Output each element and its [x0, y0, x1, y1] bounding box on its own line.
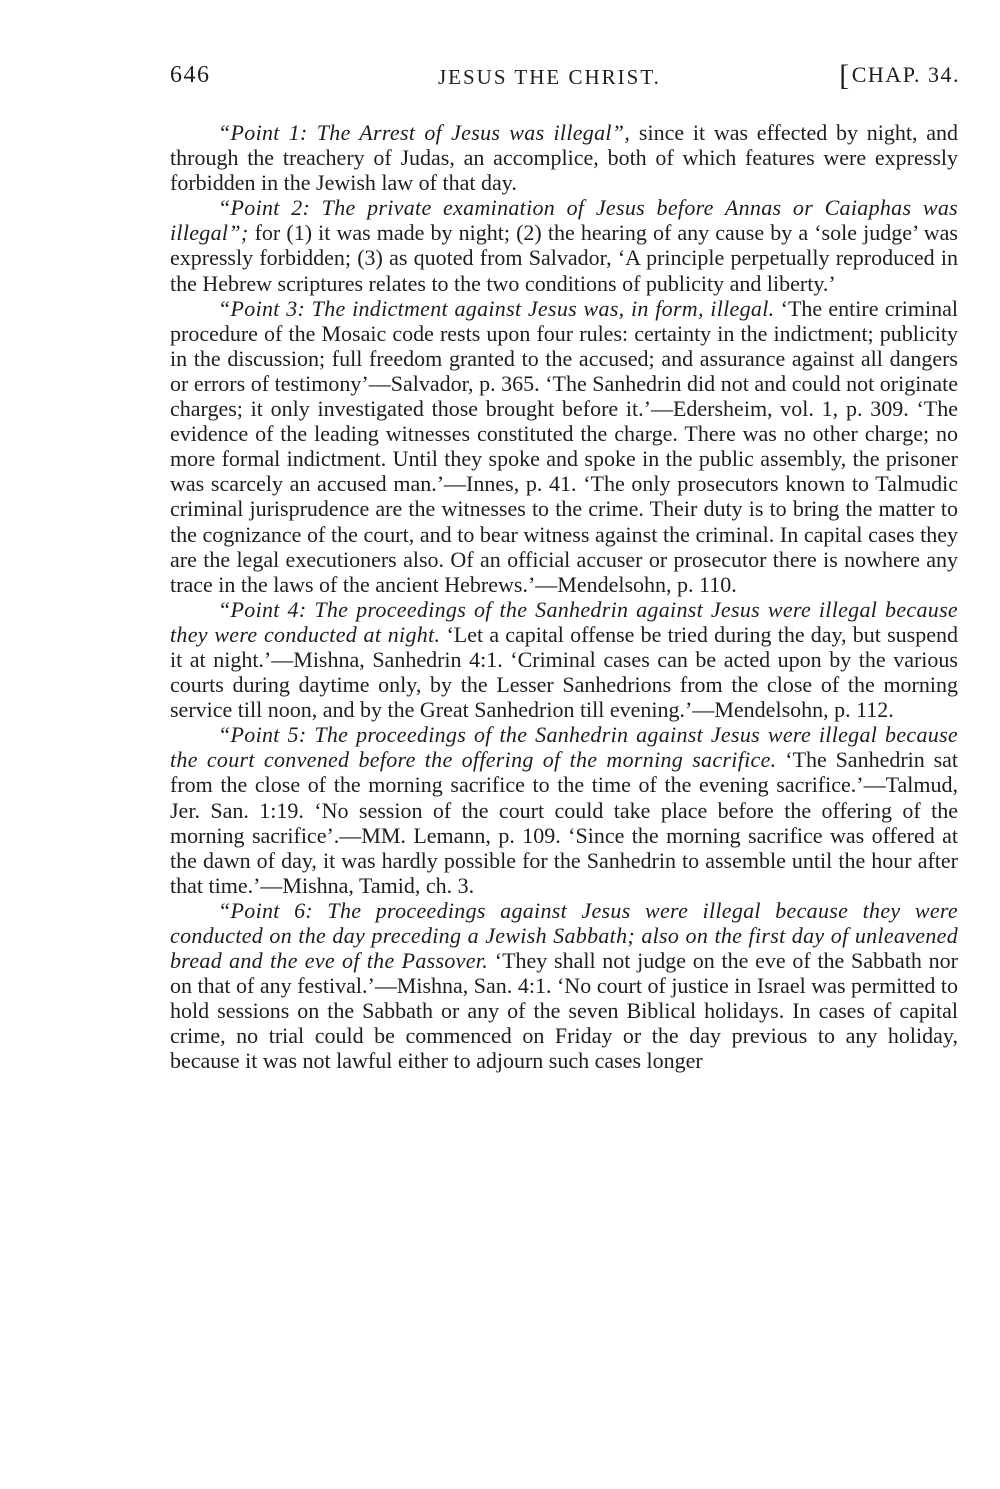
chapter-bracket: [	[839, 59, 851, 92]
chapter-reference	[839, 59, 960, 92]
point-1-body: since it was effected by night, and through the treachery of Judas, an accomplice, both of which features were expressly forbidden in the Jewish law of that day.	[170, 120, 958, 196]
point-6-paragraph	[170, 898, 958, 1074]
point-2-paragraph	[170, 195, 958, 295]
point-1-paragraph	[170, 120, 958, 195]
point-3-heading: “Point 3: The indictment against Jesus was, in form, illegal.	[218, 295, 775, 321]
point-2-body: for (1) it was made by night; (2) the hearing of any cause by a ‘sole judge’ was expressly forbidden; (3) as quoted from Salvador, ‘A principle perpetually reproduced in the Hebrew scriptures relates to the two conditions of publicity and liberty.’	[170, 220, 958, 296]
point-5-body: ‘The Sanhedrin sat from the close of the morning sacrifice to the time of the evening sacrifice.’—Talmud, Jer. San. 1:19. ‘No session of the court could take place before the offering of the morning sacrifice’.—MM. Lemann, p. 109. ‘Since the morning sacrifice was offered at the dawn of day, it was hardly possible for the Sanhedrin to assemble until the hour after that time.’—Mishna, Tamid, ch. 3.	[170, 747, 959, 898]
point-4-paragraph	[170, 597, 958, 722]
point-5-paragraph	[170, 722, 958, 898]
book-title: JESUS THE CHRIST.	[438, 65, 661, 89]
point-6-body: ‘They shall not judge on the eve of the Sabbath nor on that of any festival.’—Mishna, San. 4:1. ‘No court of justice in Israel was permitted to hold sessions on the Sabbath or any of the seven Biblical holidays. In cases of capital crime, no trial could be commenced on Friday or the day previous to any holiday, because it was not lawful either to adjourn such cases longer	[170, 948, 958, 1074]
page-number: 646	[170, 62, 211, 88]
point-5-heading: “Point 5: The proceedings of the Sanhedrin against Jesus were illegal because the court convened before the offering of the morning sacrifice.	[170, 722, 958, 773]
running-head	[170, 59, 960, 96]
point-2-heading: “Point 2: The private examination of Jesus before Annas or Caiaphas was illegal”;	[170, 195, 958, 246]
chapter-label: CHAP. 34.	[851, 62, 960, 87]
point-4-body: ‘Let a capital offense be tried during the day, but suspend it at night.’—Mishna, Sanhedrin 4:1. ‘Criminal cases can be acted upon by the various courts during daytime only, by the Lesser Sanhedrions from the close of the morning service till noon, and by the Great Sanhedrion till evening.’—Mendelsohn, p. 112.	[170, 621, 958, 723]
point-6-heading: “Point 6: The proceedings against Jesus were illegal because they were conducted on the day preceding a Jewish Sabbath; also on the first day of unleavened bread and the eve of the Passover.	[170, 897, 958, 974]
body-text	[170, 120, 958, 1074]
point-4-heading: “Point 4: The proceedings of the Sanhedrin against Jesus were illegal because they were conducted at night.	[170, 596, 958, 647]
point-3-paragraph	[170, 296, 958, 597]
point-1-heading: “Point 1: The Arrest of Jesus was illegal”,	[218, 120, 631, 145]
point-3-body: ‘The entire criminal procedure of the Mosaic code rests upon four rules: certainty in the indictment; publicity in the discussion; full freedom granted to the accused; and assurance against all dangers or errors of testimony’—Salvador, p. 365. ‘The Sanhedrin did not and could not originate charges; it only investigated those brought before it.’—Edersheim, vol. 1, p. 309. ‘The evidence of the leading witnesses constituted the charge. There was no other charge; no more formal indictment. Until they spoke and spoke in the public assembly, the prisoner was scarcely an accused man.’—Innes, p. 41. ‘The only prosecutors known to Talmudic criminal jurisprudence are the witnesses to the crime. Their duty is to bring the matter to the cognizance of the court, and to bear witness against the criminal. In capital cases they are the legal executioners also. Of an official accuser or prosecutor there is nowhere any trace in the laws of the ancient Hebrews.’—Mendelsohn, p. 110.	[170, 295, 958, 597]
